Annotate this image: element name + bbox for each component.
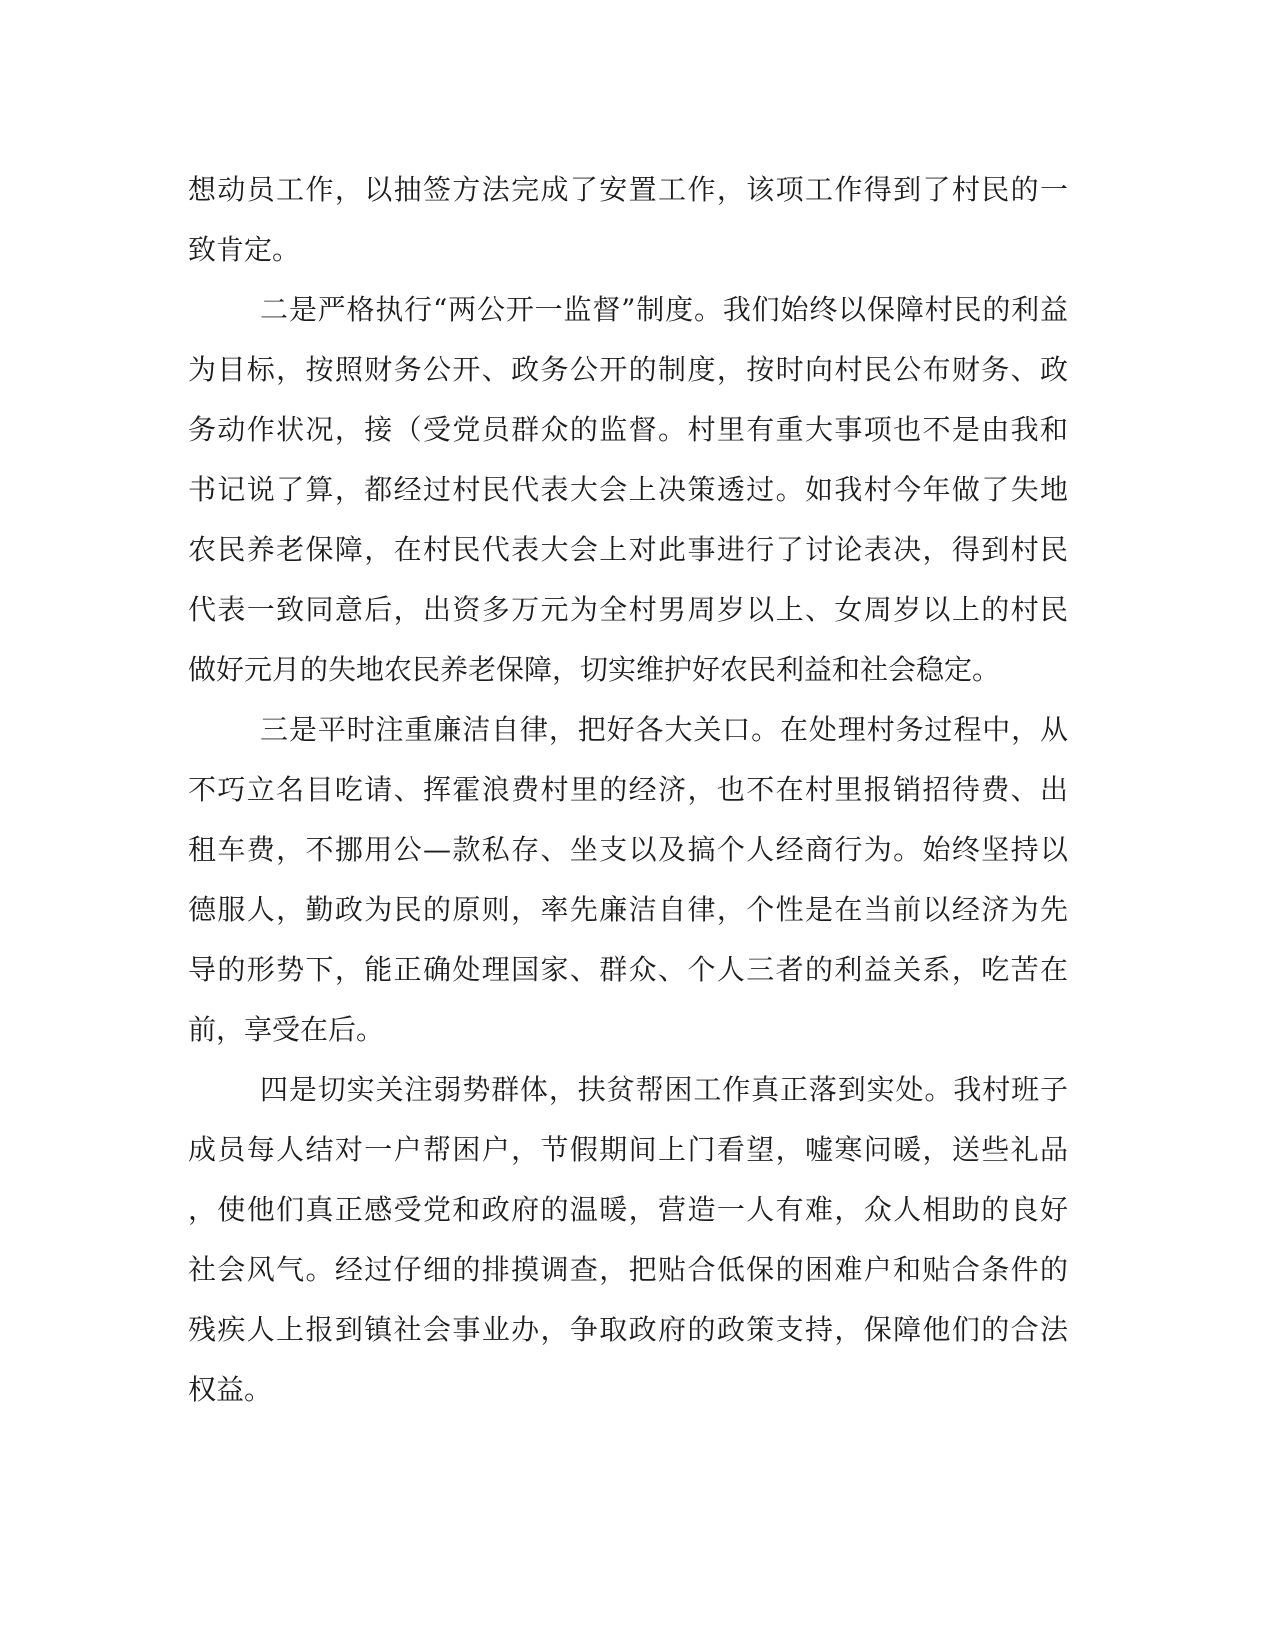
text-line: 务动作状况，接（受党员群众的监督。村里有重大事项也不是由我和: [188, 413, 1068, 446]
document-body: [188, 160, 1068, 1420]
paragraph-vulnerable-groups: [188, 1060, 1068, 1420]
text-line: ，使他们真正感受党和政府的温暖，营造一人有难，众人相助的良好: [188, 1193, 1068, 1226]
text-line: 前，享受在后。: [188, 1013, 385, 1046]
text-line: 权益。: [188, 1373, 273, 1406]
text-line: 农民养老保障，在村民代表大会上对此事进行了讨论表决，得到村民: [188, 533, 1068, 566]
text-line: 四是切实关注弱势群体，扶贫帮困工作真正落到实处。我村班子: [260, 1073, 1068, 1106]
text-line: 不巧立名目吃请、挥霍浪费村里的经济，也不在村里报销招待费、出: [188, 773, 1068, 806]
text-line: 三是平时注重廉洁自律，把好各大关口。在处理村务过程中，从: [260, 713, 1068, 746]
text-line: 代表一致同意后，出资多万元为全村男周岁以上、女周岁以上的村民: [188, 593, 1068, 626]
paragraph-integrity-self-discipline: [188, 700, 1068, 1060]
text-line: 残疾人上报到镇社会事业办，争取政府的政策支持，保障他们的合法: [188, 1313, 1068, 1346]
text-line: 德服人，勤政为民的原则，率先廉洁自律，个性是在当前以经济为先: [188, 893, 1068, 926]
text-line: 成员每人结对一户帮困户，节假期间上门看望，嘘寒问暖，送些礼品: [188, 1133, 1068, 1166]
text-line: 书记说了算，都经过村民代表大会上决策透过。如我村今年做了失地: [188, 473, 1068, 506]
text-line: 想动员工作，以抽签方法完成了安置工作，该项工作得到了村民的一: [188, 173, 1068, 206]
text-line: 做好元月的失地农民养老保障，切实维护好农民利益和社会稳定。: [188, 653, 1001, 686]
text-line: 导的形势下，能正确处理国家、群众、个人三者的利益关系，吃苦在: [188, 953, 1068, 986]
text-line: 为目标，按照财务公开、政务公开的制度，按时向村民公布财务、政: [188, 353, 1068, 386]
paragraph-continued: [188, 160, 1068, 280]
text-line: 租车费，不挪用公—款私存、坐支以及搞个人经商行为。始终坚持以: [188, 833, 1068, 866]
text-line: 致肯定。: [188, 233, 301, 266]
text-line: 社会风气。经过仔细的排摸调查，把贴合低保的困难户和贴合条件的: [188, 1253, 1068, 1286]
paragraph-two-open-one-supervision: [188, 280, 1068, 700]
text-line: 二是严格执行“两公开一监督”制度。我们始终以保障村民的利益: [260, 293, 1068, 326]
